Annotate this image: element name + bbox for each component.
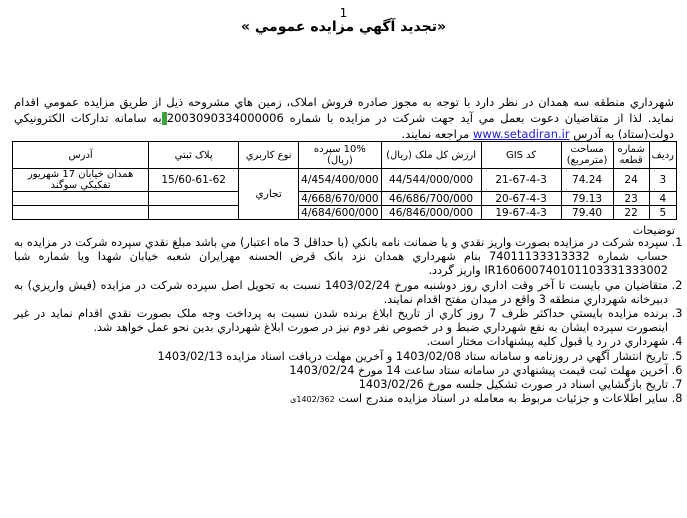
note-item: 4. شهرداري در رد يا قبول کليه پيشنهادات مختار است. — [14, 335, 668, 349]
row-number: 5 — [649, 206, 676, 220]
note-text: ساير اطلاعات و جزئيات مربوط به معامله در اسناد مزايده مندرج است — [338, 392, 668, 406]
note-item: 1. سپرده شرکت در مزايده بصورت واريز نقدي و يا ضمانت نامه بانکي (با حداقل 3 ماه اعتبار) مي باشد مبلغ نقدي سپرده شرکت در مزايده به حساب شماره 74011133313332 بنام شهرداري همدان نزد بانک قرض الحسنه مهرايران شعبه خيابان شهدا ويا شماره شبا IR160600740101103331333002 واريز گردد. — [14, 236, 668, 279]
value-cell: 46/686/700/000 — [381, 192, 481, 206]
page-title: « تجديد آگهي مزايده عمومي» — [240, 19, 447, 35]
table-header-row — [13, 142, 677, 169]
header-cell: شماره قطعه — [613, 142, 649, 169]
row-number: 3 — [649, 169, 676, 192]
plot-number: 22 — [613, 206, 649, 220]
empty-cell — [149, 206, 239, 220]
table-row — [13, 192, 677, 206]
gis-code: 19-67-4-3 — [481, 206, 561, 220]
header-cell: 10% سپرده (ريال) — [299, 142, 381, 169]
header-cell: پلاک ثبتي — [149, 142, 239, 169]
header-cell: کد GIS — [481, 142, 561, 169]
usage-cell: تجاري — [239, 169, 299, 220]
note-item: 7. تاريخ بازگشايي اسناد در صورت تشکيل جلسه مورخ 1403/02/26 — [14, 378, 668, 392]
deposit-cell: 4/684/600/000 — [299, 206, 381, 220]
address-cell: همدان خيابان 17 شهريور تفکيکي سوگند — [13, 169, 149, 192]
note-item: 2. متقاضيان مي بايست تا آخر وقت اداري روز دوشنبه مورخ 1403/02/24 نسبت به تحويل اصل سپرده شرکت در مزايده (فيش واريزي) به دبيرخانه شهرداري منطقه 3 واقع در ميدان مفتح اقدام نمايند. — [14, 279, 668, 307]
header-cell: رديف — [649, 142, 676, 169]
plot-number: 24 — [613, 169, 649, 192]
empty-cell — [13, 206, 149, 220]
value-cell: 46/846/000/000 — [381, 206, 481, 220]
note-item: 6. آخرين مهلت ثبت قيمت پيشنهادي در سامانه ستاد ساعت 14 مورخ 1403/02/24 — [14, 364, 668, 378]
notes-list — [14, 236, 687, 407]
value-cell: 44/544/000/000 — [381, 169, 481, 192]
notes-title: توضيحات — [632, 224, 675, 237]
header-cell: ارزش کل ملک (ريال) — [381, 142, 481, 169]
header-cell: مساحت (مترمربع) — [561, 142, 613, 169]
note-item: 5. تاريخ انتشار آگهي در روزنامه و سامانه ستاد 1403/02/08 و آخرين مهلت دريافت اسناد مزايده 1403/02/13 — [14, 350, 668, 364]
table-row — [13, 169, 677, 192]
empty-cell — [149, 192, 239, 206]
page-number: 1 — [339, 6, 348, 20]
header-cell: آدرس — [13, 142, 149, 169]
header-cell: نوع کاربري — [239, 142, 299, 169]
registry-cell: 15/60-61-62 — [149, 169, 239, 192]
note-item — [14, 392, 668, 407]
note-item: 3. برنده مزايده بايستي حداکثر ظرف 7 روز کاري از تاريخ ابلاغ برنده شدن نسبت به پرداخت وجه ملک بصورت نقدي اقدام نمايد در غير اينصورت سپرده ايشان به نفع شهرداري ضبط و در خصوص نفر دوم نيز در صورت ابلاغ شهرداري بدين نحو عمل خواهد شد. — [14, 307, 668, 335]
property-table — [12, 141, 677, 220]
reference-code: 1402/362ی — [290, 395, 335, 405]
row-number: 4 — [649, 192, 676, 206]
intro-text-1: شهرداري منطقه سه همدان در نظر دارد با توجه به مجوز صادره فروش املاک، زمين هاي مشروحه ذيل از طريق مزايده عمومي اقدام نمايد. لذا از متقاضيان دعوت بعمل مي آيد جهت شرکت در مزايده با شماره — [14, 95, 675, 125]
gis-code: 20-67-4-3 — [481, 192, 561, 206]
area-cell: 79.13 — [561, 192, 613, 206]
tender-number: 2003090334000006 — [166, 111, 284, 125]
setad-link[interactable]: www.setadiran.ir — [473, 127, 570, 141]
area-cell: 74.24 — [561, 169, 613, 192]
table-row — [13, 206, 677, 220]
deposit-cell: 4/454/400/000 — [299, 169, 381, 192]
intro-paragraph — [14, 94, 674, 142]
empty-cell — [13, 192, 149, 206]
gis-code: 21-67-4-3 — [481, 169, 561, 192]
deposit-cell: 4/668/670/000 — [299, 192, 381, 206]
intro-text-3: مراجعه نمايند. — [401, 127, 473, 141]
plot-number: 23 — [613, 192, 649, 206]
area-cell: 79.40 — [561, 206, 613, 220]
intro-text-2: به سامانه تدارکات الکترونيکي دولت(ستاد) به آدرس — [14, 111, 674, 141]
